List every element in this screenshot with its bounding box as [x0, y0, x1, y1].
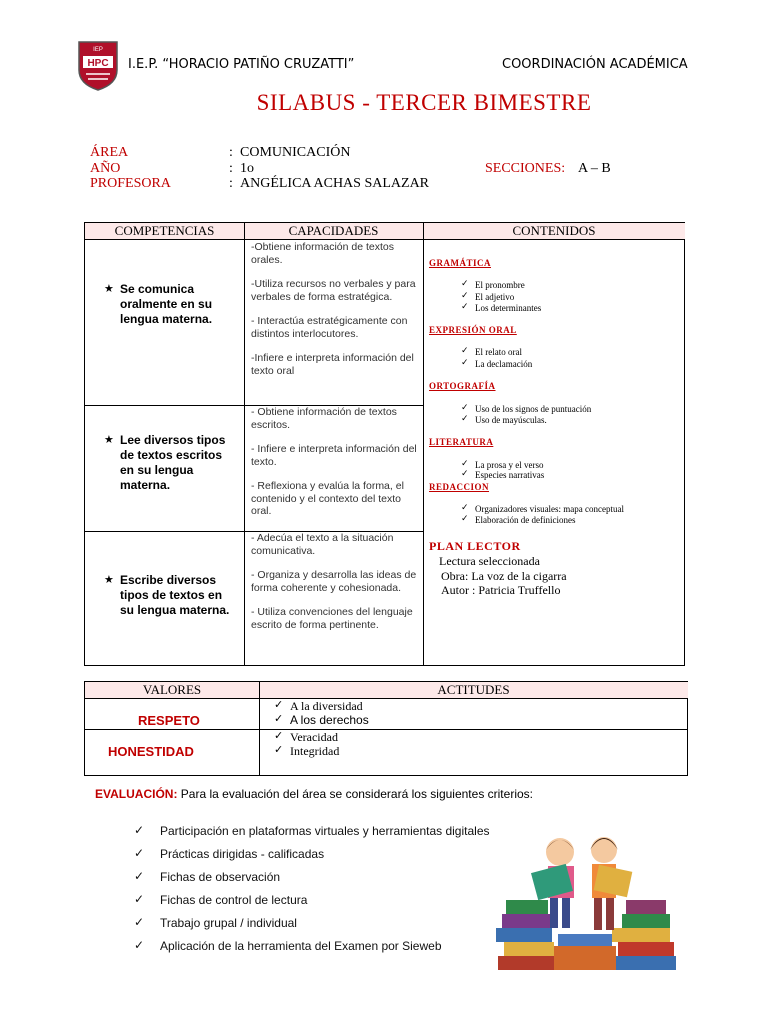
capacidades-1 — [251, 241, 423, 389]
capacidades-3 — [251, 532, 423, 643]
teacher-value: ANGÉLICA ACHAS SALAZAR — [240, 176, 430, 191]
competencia-text: Se comunica oralmente en su lengua materna. — [120, 282, 213, 326]
check-icon: ✓ — [461, 403, 469, 413]
check-icon: ✓ — [461, 514, 469, 524]
year-label: AÑO — [90, 161, 121, 176]
teacher-colon: : — [229, 176, 233, 191]
check-icon: ✓ — [461, 291, 469, 301]
criteria-item: ✓ Fichas de control de lectura — [134, 892, 308, 907]
value-honestidad: HONESTIDAD — [108, 744, 194, 759]
column-divider — [244, 223, 245, 665]
content-item: ✓ El adjetivo — [461, 291, 515, 302]
check-icon: ✓ — [274, 743, 284, 756]
capacidad-item: - Infiere e interpreta información del texto. — [251, 443, 417, 468]
page-title: SILABUS - TERCER BIMESTRE — [256, 90, 592, 115]
competencia-1 — [104, 282, 230, 327]
section-ortografia: ORTOGRAFÍA — [429, 381, 496, 391]
check-icon: ✓ — [461, 302, 469, 312]
plan-line: Autor : Patricia Truffello — [441, 583, 561, 597]
plan-line: Lectura seleccionada — [439, 554, 540, 568]
content-item: ✓ Uso de los signos de puntuación — [461, 403, 592, 414]
area-label: ÁREA — [90, 145, 129, 160]
capacidades-2 — [251, 406, 423, 530]
header-actitudes: ACTITUDES — [259, 682, 688, 699]
sections-label: SECCIONES: — [485, 161, 566, 176]
contenidos — [429, 223, 679, 663]
check-icon: ✓ — [461, 279, 469, 289]
capacidad-item: - Interactúa estratégicamente con distintos interlocutores. — [251, 315, 408, 340]
capacidad-item: - Utiliza convenciones del lenguaje escrito de forma pertinente. — [251, 606, 413, 631]
evaluation-label: EVALUACIÓN: — [95, 787, 178, 801]
kids-reading-illustration — [494, 828, 680, 978]
criteria-item: ✓ Trabajo grupal / individual — [134, 915, 297, 930]
check-icon: ✓ — [461, 414, 469, 424]
content-item: ✓ La declamación — [461, 358, 533, 369]
content-item: ✓ Especies narrativas — [461, 469, 545, 480]
content-item: ✓ Los determinantes — [461, 302, 542, 313]
check-icon: ✓ — [274, 712, 284, 725]
section-plan-lector: PLAN LECTOR — [429, 539, 521, 553]
attitude-item: ✓ A los derechos — [274, 712, 369, 727]
year-colon: : — [229, 161, 233, 176]
column-divider — [423, 223, 424, 665]
book-stack-left — [496, 900, 556, 970]
content-item: ✓ Organizadores visuales: mapa conceptual — [461, 503, 625, 514]
competencia-3 — [104, 573, 238, 618]
section-gramatica: GRAMÁTICA — [429, 258, 491, 268]
values-table — [84, 681, 688, 776]
check-icon: ✓ — [461, 358, 469, 368]
logo-top-text: IEP — [93, 47, 103, 53]
logo-text: HPC — [87, 58, 109, 69]
attitude-item: ✓ Veracidad — [274, 729, 338, 744]
syllabus-table — [84, 222, 685, 666]
check-icon: ✓ — [134, 938, 145, 952]
star-icon: ★ — [104, 434, 114, 446]
capacidad-item: -Infiere e interpreta información del texto oral — [251, 352, 414, 377]
sections-value: A – B — [578, 161, 611, 176]
capacidad-item: -Obtiene información de textos orales. — [251, 241, 394, 266]
check-icon: ✓ — [461, 469, 469, 479]
department-name: COORDINACIÓN ACADÉMICA — [502, 57, 688, 72]
row-divider — [85, 729, 687, 730]
header-valores: VALORES — [85, 682, 259, 699]
competencia-text: Escribe diversos tipos de textos en su lengua materna. — [120, 573, 230, 617]
school-name: I.E.P. “HORACIO PATIÑO CRUZATTI” — [128, 57, 355, 72]
capacidad-item: - Adecúa el texto a la situación comunicativa. — [251, 532, 394, 557]
check-icon: ✓ — [274, 698, 284, 711]
check-icon: ✓ — [134, 823, 145, 837]
capacidad-item: - Obtiene información de textos escritos. — [251, 406, 397, 431]
content-item: ✓ La prosa y el verso — [461, 459, 544, 470]
plan-line: Obra: La voz de la cigarra — [441, 569, 567, 583]
check-icon: ✓ — [461, 459, 469, 469]
capacidad-item: -Utiliza recursos no verbales y para verbales de forma estratégica. — [251, 278, 416, 303]
course-info — [0, 145, 768, 195]
section-literatura: LITERATURA — [429, 437, 494, 447]
content-item: ✓ El relato oral — [461, 346, 522, 357]
evaluation-text: Para la evaluación del área se considerará los siguientes criterios: — [180, 787, 533, 801]
school-logo — [76, 40, 120, 92]
header-competencias: COMPETENCIAS — [85, 223, 244, 240]
criteria-item: ✓ Prácticas dirigidas - calificadas — [134, 846, 325, 861]
teacher-label: PROFESORA — [90, 176, 171, 191]
section-redaccion: REDACCION — [429, 482, 490, 492]
year-value: 1o — [240, 161, 254, 176]
competencia-text: Lee diversos tipos de textos escritos en su lengua materna. — [120, 433, 226, 492]
content-item: ✓ Elaboración de definiciones — [461, 514, 576, 525]
check-icon: ✓ — [461, 346, 469, 356]
criteria-item: ✓ Aplicación de la herramienta del Examen por Sieweb — [134, 938, 442, 953]
competencia-2 — [104, 433, 238, 493]
capacidad-item: - Reflexiona y evalúa la forma, el contenido y el contexto del texto oral. — [251, 480, 404, 517]
content-item: ✓ El pronombre — [461, 279, 525, 290]
check-icon: ✓ — [461, 503, 469, 513]
value-respeto: RESPETO — [138, 713, 200, 728]
check-icon: ✓ — [274, 729, 284, 742]
section-expresion-oral: EXPRESIÓN ORAL — [429, 325, 517, 335]
criteria-item: ✓ Participación en plataformas virtuales y herramientas digitales — [134, 823, 490, 838]
header-contenidos: CONTENIDOS — [423, 223, 685, 240]
attitude-item: ✓ Integridad — [274, 743, 340, 758]
capacidad-item: - Organiza y desarrolla las ideas de forma coherente y cohesionada. — [251, 569, 417, 594]
check-icon: ✓ — [134, 892, 145, 906]
area-value: COMUNICACIÓN — [240, 145, 351, 160]
check-icon: ✓ — [134, 915, 145, 929]
book-stack-right — [612, 900, 676, 970]
check-icon: ✓ — [134, 846, 145, 860]
area-colon: : — [229, 145, 233, 160]
attitude-item: ✓ A la diversidad — [274, 698, 363, 713]
criteria-item: ✓ Fichas de observación — [134, 869, 281, 884]
content-item: ✓ Uso de mayúsculas. — [461, 414, 547, 425]
star-icon: ★ — [104, 283, 114, 295]
header-capacidades: CAPACIDADES — [244, 223, 423, 240]
check-icon: ✓ — [134, 869, 145, 883]
evaluation-intro — [95, 787, 533, 801]
star-icon: ★ — [104, 574, 114, 586]
